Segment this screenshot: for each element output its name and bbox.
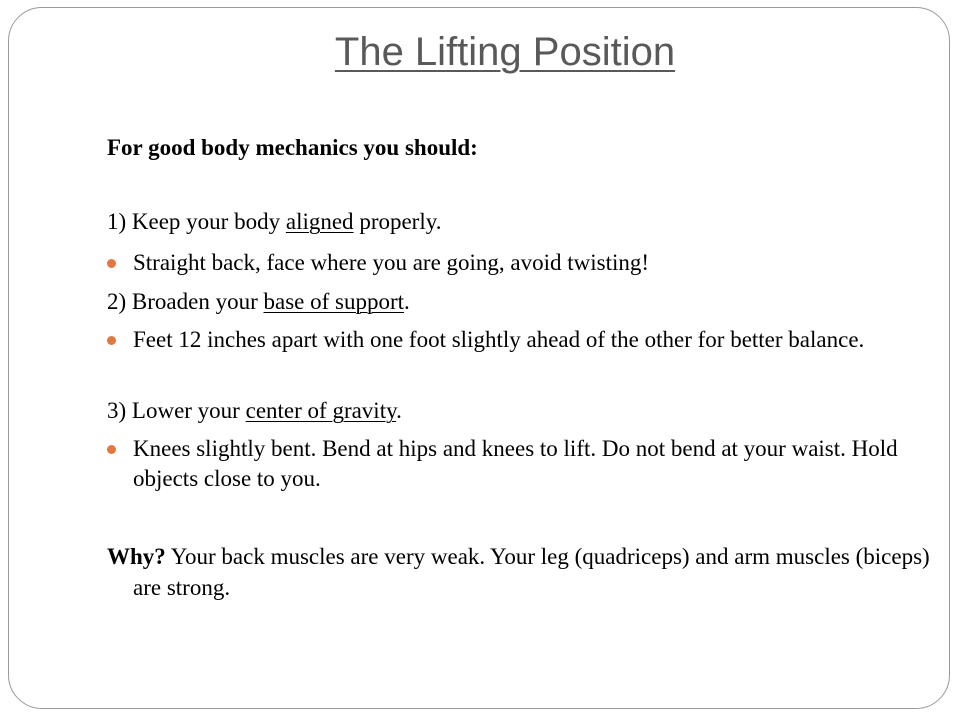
- bullet-2-text: Feet 12 inches apart with one foot slightly ahead of the other for better balance.: [133, 327, 865, 352]
- point-2-post: .: [404, 289, 410, 314]
- point-1: [107, 207, 442, 237]
- point-2: [107, 287, 410, 317]
- point-3-post: .: [396, 398, 402, 423]
- point-3-pre: 3) Lower your: [107, 398, 246, 423]
- bullet-3: [107, 434, 907, 494]
- point-1-post: properly.: [353, 209, 442, 234]
- bullet-3-text: Knees slightly bent. Bend at hips and knees to lift. Do not bend at your waist. Hold objects close to you.: [133, 436, 898, 491]
- slide-title: The Lifting Position: [334, 30, 676, 74]
- point-1-pre: 1) Keep your body: [107, 209, 286, 234]
- bullet-dot-icon: [107, 259, 116, 268]
- why-label: Why?: [107, 544, 166, 569]
- subheading: For good body mechanics you should:: [107, 135, 478, 160]
- bullet-dot-icon: [107, 336, 116, 345]
- why-text: Your back muscles are very weak. Your leg (quadriceps) and arm muscles (biceps) are strong.: [133, 544, 930, 600]
- point-1-emphasis: aligned: [285, 209, 354, 234]
- slide-frame: [8, 7, 950, 709]
- bullet-dot-icon: [107, 445, 116, 454]
- point-3: [107, 396, 402, 426]
- point-3-emphasis: center of gravity: [245, 398, 397, 423]
- bullet-1-text: Straight back, face where you are going, avoid twisting!: [133, 250, 650, 275]
- bullet-2: [107, 325, 907, 355]
- bullet-1: [107, 248, 907, 278]
- point-2-emphasis: base of support: [263, 289, 405, 314]
- point-2-pre: 2) Broaden your: [107, 289, 264, 314]
- why-paragraph: [107, 541, 933, 603]
